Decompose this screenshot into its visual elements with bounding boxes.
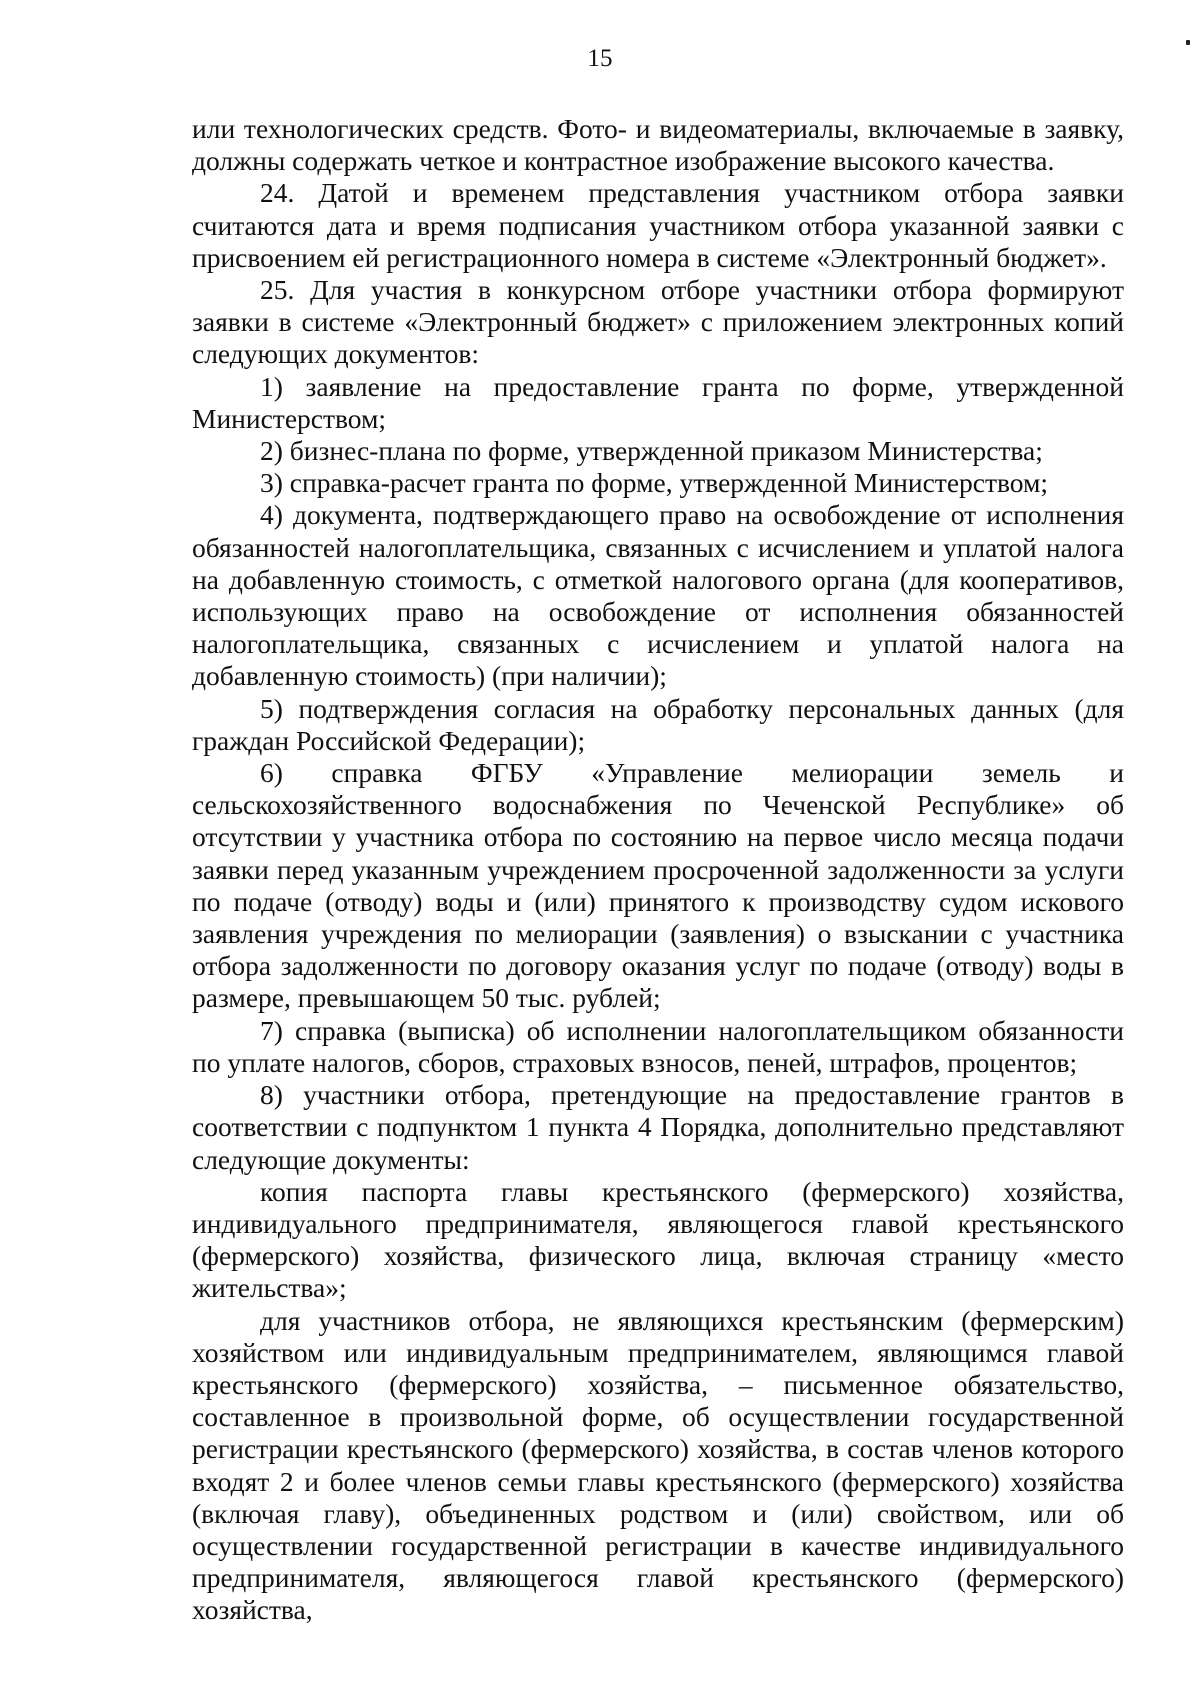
list-item-1: 1) заявление на предоставление гранта по форме, утвержденной Министерством; [192, 370, 1124, 434]
scan-mark [1186, 40, 1190, 45]
list-item-6: 6) справка ФГБУ «Управление мелиорации земель и сельскохозяйственного водоснабжения по Чеченской Республике» об отсутствии у участника отбора по состоянию на первое число месяца подачи заявки перед указанным учреждением просроченной задолженности за услуги по подаче (отводу) воды и (или) принятого к производству судом искового заявления учреждения по мелиорации (заявления) о взыскании с участника отбора задолженности по договору оказания услуг по подаче (отводу) воды в размере, превышающем 50 тыс. рублей; [192, 757, 1124, 1014]
paragraph-continuation: или технологических средств. Фото- и видеоматериалы, включаемые в заявку, должны содержать четкое и контрастное изображение высокого качества. [192, 113, 1124, 177]
list-item-4: 4) документа, подтверждающего право на освобождение от исполнения обязанностей налогоплательщика, связанных с исчислением и уплатой налога на добавленную стоимость, с отметкой налогового органа (для кооперативов, использующих право на освобождение от исполнения обязанностей налогоплательщика, связанных с исчислением и уплатой налога на добавленную стоимость) (при наличии); [192, 499, 1124, 692]
paragraph-25: 25. Для участия в конкурсном отборе участники отбора формируют заявки в системе «Электронный бюджет» с приложением электронных копий следующих документов: [192, 274, 1124, 370]
list-item-5: 5) подтверждения согласия на обработку персональных данных (для граждан Российской Федерации); [192, 692, 1124, 756]
page-number: 15 [587, 45, 613, 72]
list-item-8: 8) участники отбора, претендующие на предоставление грантов в соответствии с подпунктом 1 пункта 4 Порядка, дополнительно представляют следующие документы: [192, 1079, 1124, 1175]
document-body [192, 113, 1124, 1627]
list-item-2: 2) бизнес-плана по форме, утвержденной приказом Министерства; [260, 435, 1043, 467]
sub-item-written-obligation: для участников отбора, не являющихся крестьянским (фермерским) хозяйством или индивидуальным предпринимателем, являющимся главой крестьянского (фермерского) хозяйства, – письменное обязательство, составленное в произвольной форме, об осуществлении государственной регистрации крестьянского (фермерского) хозяйства, в состав членов которого входят 2 и более членов семьи главы крестьянского (фермерского) хозяйства (включая главу), объединенных родством и (или) свойством, или об осуществлении государственной регистрации в качестве индивидуального предпринимателя, являющегося главой крестьянского (фермерского) хозяйства, [192, 1304, 1124, 1626]
sub-item-passport-copy: копия паспорта главы крестьянского (фермерского) хозяйства, индивидуального предпринимателя, являющегося главой крестьянского (фермерского) хозяйства, физического лица, включая страницу «место жительства»; [192, 1175, 1124, 1304]
list-item-3: 3) справка-расчет гранта по форме, утвержденной Министерством; [260, 467, 1049, 499]
list-item-7: 7) справка (выписка) об исполнении налогоплательщиком обязанности по уплате налогов, сборов, страховых взносов, пеней, штрафов, процентов; [192, 1014, 1124, 1078]
paragraph-24: 24. Датой и временем представления участником отбора заявки считаются дата и время подписания участником отбора указанной заявки с присвоением ей регистрационного номера в системе «Электронный бюджет». [192, 177, 1124, 273]
